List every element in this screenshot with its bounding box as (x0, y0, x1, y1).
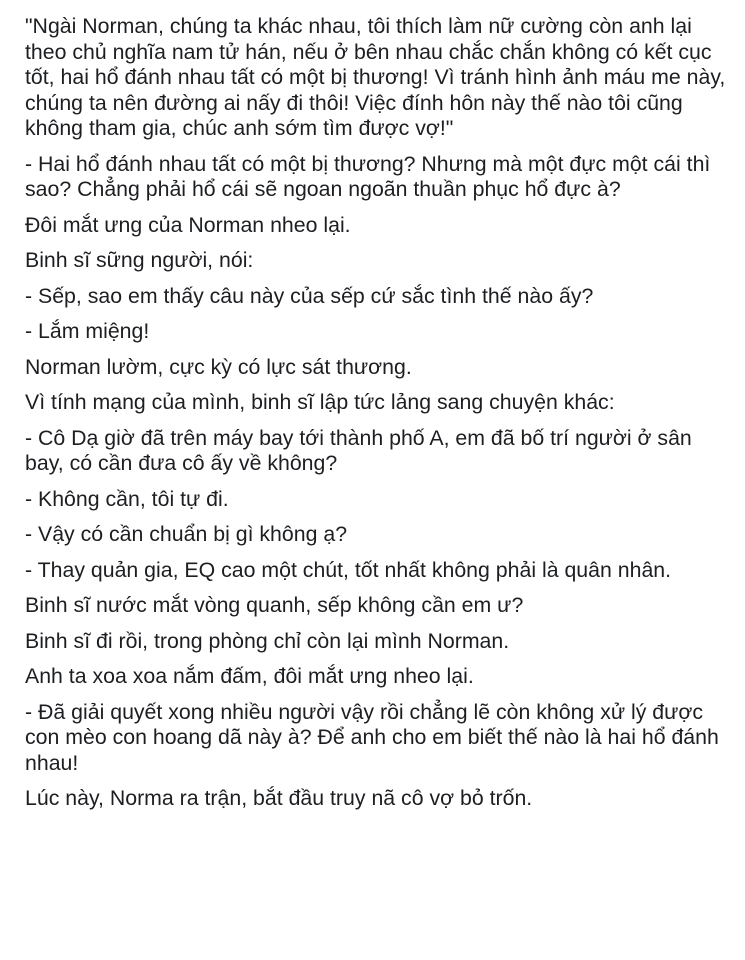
paragraph-dialogue: - Đã giải quyết xong nhiều người vậy rồi chẳng lẽ còn không xử lý được con mèo con hoang dã này à? Để anh cho em biết thế nào là hai hổ đánh nhau! (25, 699, 719, 775)
paragraph-narration: Anh ta xoa xoa nắm đấm, đôi mắt ưng nheo lại. (25, 664, 474, 688)
paragraph-dialogue: - Không cần, tôi tự đi. (25, 486, 229, 511)
paragraph-dialogue: - Cô Dạ giờ đã trên máy bay tới thành phố A, em đã bố trí người ở sân bay, có cần đưa cô ấy về không? (25, 425, 692, 475)
paragraph-dialogue: - Lắm miệng! (25, 319, 150, 343)
paragraph-closing: Lúc này, Norma ra trận, bắt đầu truy nã cô vợ bỏ trốn. (25, 786, 533, 810)
post-body (25, 14, 730, 822)
paragraph-narration: Norman lườm, cực kỳ có lực sát thương. (25, 354, 412, 379)
paragraph-dialogue: - Hai hổ đánh nhau tất có một bị thương? Nhưng mà một đực một cái thì sao? Chẳng phải hổ cái sẽ ngoan ngoãn thuần phục hổ đực à? (25, 151, 711, 201)
paragraph-narration: Binh sĩ nước mắt vòng quanh, sếp không cần em ư? (25, 593, 524, 617)
paragraph-narration: Vì tính mạng của mình, binh sĩ lập tức lảng sang chuyện khác: (25, 390, 615, 414)
paragraph-narration: Binh sĩ đi rồi, trong phòng chỉ còn lại mình Norman. (25, 628, 510, 653)
paragraph-dialogue: - Sếp, sao em thấy câu này của sếp cứ sắc tình thế nào ấy? (25, 283, 594, 308)
paragraph-narration: Binh sĩ sững người, nói: (25, 248, 254, 272)
paragraph-narration: Đôi mắt ưng của Norman nheo lại. (25, 212, 351, 237)
paragraph-dialogue: - Thay quản gia, EQ cao một chút, tốt nhất không phải là quân nhân. (25, 557, 672, 582)
paragraph-opening-quote: "Ngài Norman, chúng ta khác nhau, tôi thích làm nữ cường còn anh lại theo chủ nghĩa nam tử hán, nếu ở bên nhau chắc chắn không có kết cục tốt, hai hổ đánh nhau tất có một bị thương! Vì tránh hình ảnh máu me này, chúng ta nên đường ai nấy đi thôi! Việc đính hôn này thế nào tôi cũng không tham gia, chúc anh sớm tìm được vợ!" (25, 14, 726, 140)
paragraph-dialogue: - Vậy có cần chuẩn bị gì không ạ? (25, 522, 348, 546)
